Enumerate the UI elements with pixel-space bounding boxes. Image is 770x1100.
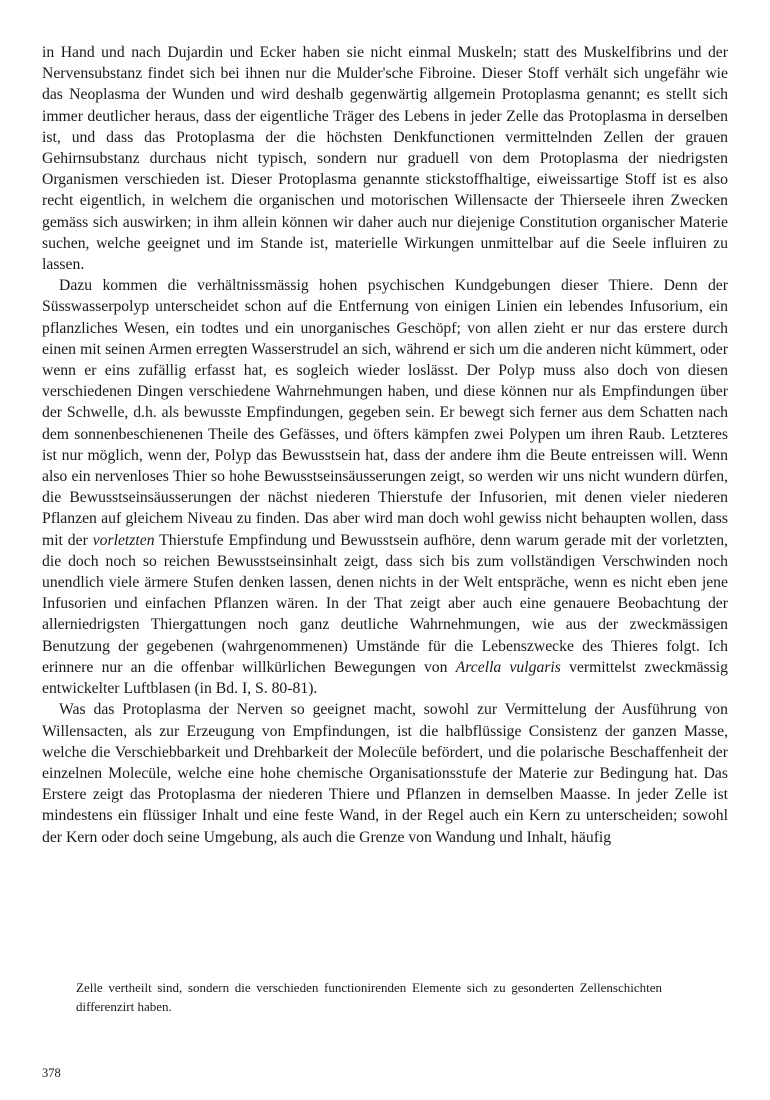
page-number: 378: [42, 1066, 61, 1080]
paragraph-3: Was das Protoplasma der Nerven so geeignet macht, sowohl zur Vermittelung der Ausführung von Willensacten, als zur Erzeugung von Empfindungen, ist die halbflüssige Consistenz der ganzen Masse, welche die Verschiebbarkeit und Drehbarkeit der Molecüle befördert, und die polarische Beschaffenheit der einzelnen Molecüle, welche eine hohe chemische Organisationsstufe der Materie zur Bedingung hat. Das Erstere zeigt das Protoplasma der niederen Thiere und Pflanzen in demselben Maasse. In jeder Zelle ist mindestens ein flüssiger Inhalt und eine feste Wand, in der Regel auch ein Kern zu unterscheiden; sowohl der Kern oder doch seine Umgebung, als auch die Grenze von Wandung und Inhalt, häufig: [42, 701, 728, 846]
main-text-block: [42, 42, 728, 848]
paragraph-2: Dazu kommen die verhältnissmässig hohen psychischen Kundgebungen dieser Thiere. Denn der Süsswasserpolyp unterscheidet schon auf die Entfernung von einigen Linien ein lebendes Infusorium, ein pflanzliches Wesen, ein todtes und ein unorganisches Geschöpf; von allen zieht er nur das erstere durch einen mit seinen Armen erregten Wasserstrudel an sich, während er sich um die anderen nicht kümmert, oder wenn er eins zufällig erfasst hat, es sogleich wieder loslässt. Der Polyp muss also doch von diesen verschiedenen Dingen verschiedene Wahrnehmungen haben, und diese können nur als Empfindungen über der Schwelle, d.h. als bewusste Empfindungen, gegeben sein. Er bewegt sich ferner aus dem Schatten nach dem sonnenbeschienenen Theile des Gefässes, und öfters kämpfen zwei Polypen um ihren Raub. Letzteres ist nur möglich, wenn der, Polyp das Bewusstsein hat, dass der andere ihm die Beute entreissen will. Wenn also ein nervenloses Thier so hohe Bewusstseinsäusserungen zeigt, so werden wir uns nicht wundern dürfen, die Bewusstseinsäusserungen der nächst niederen Thierstufe der Infusorien, mit denen vieler niederen Pflanzen auf gleichem Niveau zu finden. Das aber wird man doch wohl gewiss nicht behaupten wollen, dass mit der vorletzten Thierstufe Empfindung und Bewusstsein aufhöre, denn warum gerade mit der vorletzten, die doch noch so reichen Bewusstseinsinhalt zeigt, dass sich bis zum vollständigen Verschwinden noch unendlich viele ärmere Stufen denken lassen, denen nichts in der Welt entspräche, wenn es nicht eben jene Infusorien und einfachen Pflanzen wären. In der That zeigt aber auch eine genauere Beobachtung der allerniedrigsten Thiergattungen noch ganz deutliche Wahrnehmungen, wie aus der zweckmässigen Benutzung der gegebenen (wahrgenommenen) Umstände für die Lebenszwecke des Thieres folgt. Ich erinnere nur an die offenbar willkürlichen Bewegungen von Arcella vulgaris vermittelst zweckmässig entwickelter Luftblasen (in Bd. I, S. 80-81).: [42, 277, 729, 698]
paragraph-1: in Hand und nach Dujardin und Ecker haben sie nicht einmal Muskeln; statt des Muskelfibrins und der Nervensubstanz findet sich bei ihnen nur die Mulder'sche Fibroine. Dieser Stoff verhält sich ungefähr wie das Neoplasma der Wunden und wird deshalb gegenwärtig allgemein Protoplasma genannt; es stellt sich immer deutlicher heraus, dass der eigentliche Träger des Lebens in jeder Zelle das Protoplasma in derselben ist, und dass das Protoplasma der die höchsten Denkfunctionen vermittelnden Zellen der grauen Gehirnsubstanz durchaus nicht typisch, sondern nur graduell von dem Protoplasma der niedrigsten Organismen verschieden ist. Dieser Protoplasma genannte stickstoffhaltige, eiweissartige Stoff ist es also recht eigentlich, in welchem die organischen und motorischen Willensacte der Thierseele ihren Zwecken gemäss sich auswirken; in ihm allein können wir daher auch nur diejenige Constitution organischer Materie suchen, welche geeignet und im Stande ist, materielle Wirkungen unmittelbar auf die Seele influiren zu lassen.: [42, 44, 728, 274]
footnote: Zelle vertheilt sind, sondern die verschieden functionirenden Elemente sich zu gesonderten Zellenschichten differenzirt haben.: [76, 980, 662, 1014]
